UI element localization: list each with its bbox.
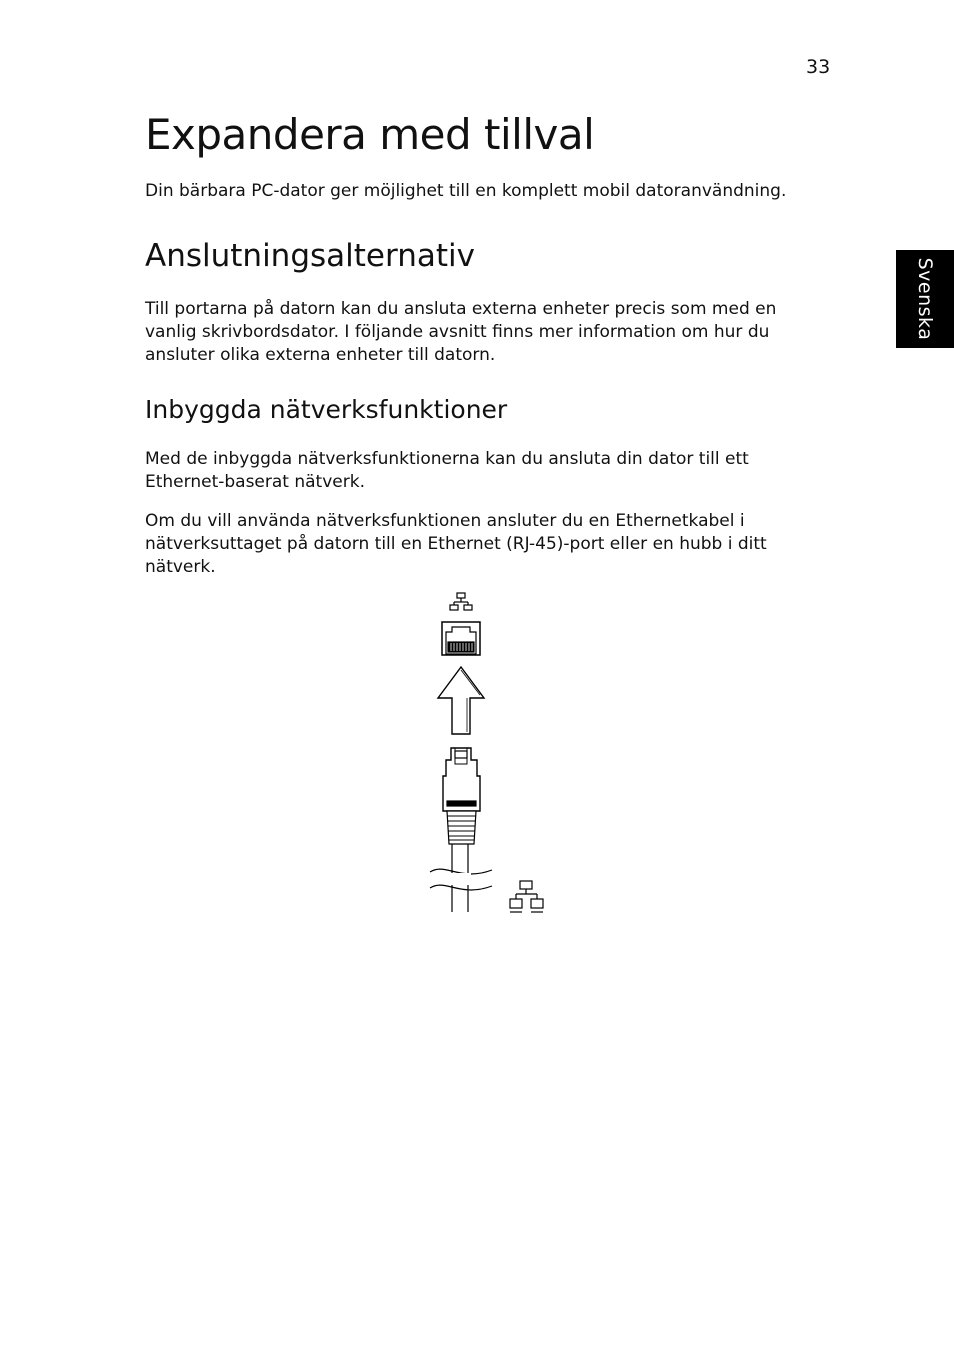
language-tab (896, 250, 954, 348)
subsection-paragraph-2: Om du vill använda nätverksfunktionen ansluter du en Ethernetkabel i nätverksuttaget på datorn till en Ethernet (RJ-45)-port eller en hubb i ditt nätverk. (145, 511, 767, 577)
network-icon (450, 593, 472, 610)
up-arrow-icon (438, 667, 484, 734)
language-tab-label: Svenska (914, 257, 936, 341)
network-icon (510, 881, 543, 912)
rj45-plug-icon (443, 748, 480, 844)
ethernet-connection-illustration (410, 588, 570, 918)
rj45-port-icon (442, 622, 480, 655)
section-heading: Anslutningsalternativ (145, 238, 475, 274)
section-paragraph: Till portarna på datorn kan du ansluta externa enheter precis som med en vanlig skrivbordsdator. I följande avsnitt finns mer information om hur du ansluter olika externa enheter till datorn. (145, 299, 777, 365)
subsection-paragraph-1: Med de inbyggda nätverksfunktionerna kan du ansluta din dator till ett Ethernet-baserat nätverk. (145, 449, 749, 492)
page-title: Expandera med tillval (145, 110, 595, 159)
cable-break-icon (430, 844, 492, 912)
intro-paragraph: Din bärbara PC-dator ger möjlighet till en komplett mobil datoranvändning. (145, 181, 787, 201)
page-number: 33 (806, 56, 831, 78)
subsection-heading: Inbyggda nätverksfunktioner (145, 395, 508, 424)
